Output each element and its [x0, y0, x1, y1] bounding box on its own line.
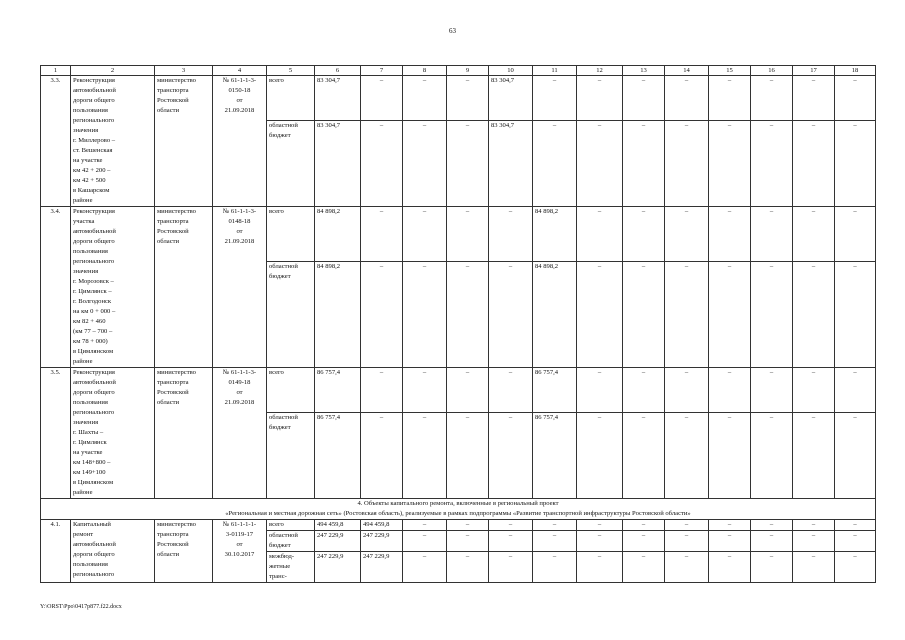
row-number: 3.3.	[41, 76, 71, 207]
responsible-org: министерство транспорта Ростовской области	[155, 76, 213, 207]
budget-table	[40, 65, 876, 583]
amount-cell: –	[489, 207, 533, 262]
amount-cell: –	[447, 520, 489, 531]
column-number: 13	[623, 66, 665, 76]
column-number: 1	[41, 66, 71, 76]
amount-cell: –	[665, 121, 709, 207]
amount-cell: –	[793, 413, 835, 499]
amount-cell: 83 304,7	[315, 121, 361, 207]
object-name: Реконструкция автомобильной дороги общего пользования регионального значения г. Миллерово – ст. Вешенская на участке км 42 + 200 – км 42 + 500 в Кашарском районе	[71, 76, 155, 207]
amount-cell: –	[447, 368, 489, 413]
amount-cell: 494 459,8	[361, 520, 403, 531]
column-number: 15	[709, 66, 751, 76]
file-path-footer: Y:\ORST\Ppo\0417p877.f22.docx	[40, 604, 122, 610]
object-name: Реконструкция участка автомобильной дороги общего пользования регионального значения г. Морозовск – г. Цимлянск – г. Волгодонск на км 0 + 000 – км 82 + 460 (км 77 – 700 – км 78 + 000) в Цимлянском районе	[71, 207, 155, 368]
amount-cell: –	[623, 520, 665, 531]
amount-cell: –	[665, 552, 709, 583]
amount-cell: 247 229,9	[361, 552, 403, 583]
column-number: 11	[533, 66, 577, 76]
column-number: 16	[751, 66, 793, 76]
amount-cell: –	[709, 413, 751, 499]
page-number: 63	[449, 27, 456, 35]
amount-cell: –	[403, 207, 447, 262]
funding-source: областной бюджет	[267, 531, 315, 552]
amount-cell: –	[751, 531, 793, 552]
column-number: 4	[213, 66, 267, 76]
amount-cell: –	[665, 413, 709, 499]
amount-cell: –	[793, 207, 835, 262]
amount-cell: –	[403, 262, 447, 368]
amount-cell: –	[489, 552, 533, 583]
amount-cell: –	[793, 76, 835, 121]
amount-cell: –	[533, 121, 577, 207]
amount-cell: 86 757,4	[533, 368, 577, 413]
amount-cell: –	[577, 368, 623, 413]
amount-cell: –	[447, 262, 489, 368]
amount-cell: –	[577, 76, 623, 121]
amount-cell: –	[665, 262, 709, 368]
amount-cell: –	[623, 413, 665, 499]
amount-cell: –	[361, 262, 403, 368]
amount-cell: –	[623, 368, 665, 413]
amount-cell: –	[403, 76, 447, 121]
funding-source: всего	[267, 76, 315, 121]
amount-cell: –	[835, 76, 876, 121]
column-number: 18	[835, 66, 876, 76]
amount-cell: –	[489, 531, 533, 552]
table-row	[41, 520, 876, 531]
amount-cell: –	[793, 262, 835, 368]
object-name: Капитальный ремонт автомобильной дороги общего пользования регионального	[71, 520, 155, 583]
amount-cell: –	[665, 207, 709, 262]
amount-cell: –	[361, 121, 403, 207]
amount-cell: –	[447, 413, 489, 499]
amount-cell: –	[447, 207, 489, 262]
amount-cell: –	[623, 552, 665, 583]
amount-cell: –	[489, 413, 533, 499]
amount-cell: 84 898,2	[533, 207, 577, 262]
amount-cell: –	[403, 368, 447, 413]
responsible-org: министерство транспорта Ростовской области	[155, 368, 213, 499]
amount-cell: 247 229,9	[315, 552, 361, 583]
amount-cell: –	[751, 76, 793, 121]
amount-cell: 83 304,7	[489, 121, 533, 207]
row-number: 3.4.	[41, 207, 71, 368]
amount-cell: 84 898,2	[315, 262, 361, 368]
amount-cell: –	[403, 531, 447, 552]
amount-cell: –	[577, 262, 623, 368]
column-number: 9	[447, 66, 489, 76]
column-number-row	[41, 66, 876, 76]
amount-cell: –	[751, 121, 793, 207]
amount-cell: –	[533, 531, 577, 552]
table-row	[41, 207, 876, 262]
document-ref: № 61-1-1-3- 0150-18 от 21.09.2018	[213, 76, 267, 207]
document-ref: № 61-1-1-3- 0148-18 от 21.09.2018	[213, 207, 267, 368]
amount-cell: –	[835, 368, 876, 413]
amount-cell: –	[835, 413, 876, 499]
amount-cell: –	[751, 413, 793, 499]
row-number: 3.5.	[41, 368, 71, 499]
amount-cell: –	[751, 368, 793, 413]
amount-cell: –	[403, 552, 447, 583]
amount-cell: –	[793, 552, 835, 583]
amount-cell: –	[447, 531, 489, 552]
amount-cell: 247 229,9	[361, 531, 403, 552]
amount-cell: –	[623, 207, 665, 262]
amount-cell: –	[361, 368, 403, 413]
amount-cell: –	[403, 121, 447, 207]
section-title: 4. Объекты капитального ремонта, включенные в региональный проект «Региональная и местная дорожная сеть» (Ростовская область), реализуемые в рамках подпрограммы «Развитие транспортной инфраструктуры Ростовской области»	[41, 499, 876, 520]
amount-cell: –	[577, 207, 623, 262]
amount-cell: 86 757,4	[533, 413, 577, 499]
column-number: 12	[577, 66, 623, 76]
amount-cell: –	[403, 413, 447, 499]
column-number: 2	[71, 66, 155, 76]
amount-cell: –	[577, 413, 623, 499]
amount-cell: –	[709, 121, 751, 207]
amount-cell: –	[623, 76, 665, 121]
amount-cell: –	[709, 207, 751, 262]
amount-cell: –	[665, 76, 709, 121]
amount-cell: 247 229,9	[315, 531, 361, 552]
amount-cell: –	[709, 531, 751, 552]
amount-cell: –	[577, 531, 623, 552]
row-number: 4.1.	[41, 520, 71, 583]
amount-cell: –	[665, 531, 709, 552]
amount-cell: –	[577, 121, 623, 207]
amount-cell: –	[623, 531, 665, 552]
amount-cell: –	[489, 368, 533, 413]
amount-cell: –	[835, 552, 876, 583]
document-ref: № 61-1-1-1- 3-0119-17 от 30.10.2017	[213, 520, 267, 583]
document-ref: № 61-1-1-3- 0149-18 от 21.09.2018	[213, 368, 267, 499]
column-number: 17	[793, 66, 835, 76]
column-number: 5	[267, 66, 315, 76]
amount-cell: –	[361, 76, 403, 121]
amount-cell: –	[751, 520, 793, 531]
amount-cell: –	[361, 207, 403, 262]
funding-source: областной бюджет	[267, 121, 315, 207]
amount-cell: –	[709, 520, 751, 531]
amount-cell: –	[835, 207, 876, 262]
object-name: Реконструкция автомобильной дороги общего пользования регионального значения г. Шахты – г. Цимлянск на участке км 148+800 – км 149+100 в Цимлянском районе	[71, 368, 155, 499]
section-title-row	[41, 499, 876, 520]
column-number: 10	[489, 66, 533, 76]
amount-cell: –	[835, 262, 876, 368]
amount-cell: 84 898,2	[315, 207, 361, 262]
amount-cell: –	[709, 552, 751, 583]
amount-cell: 84 898,2	[533, 262, 577, 368]
amount-cell: –	[447, 121, 489, 207]
amount-cell: –	[751, 552, 793, 583]
funding-source: областной бюджет	[267, 413, 315, 499]
amount-cell: –	[751, 262, 793, 368]
amount-cell: –	[751, 207, 793, 262]
funding-source: межбюд- жетные транс-	[267, 552, 315, 583]
column-number: 7	[361, 66, 403, 76]
amount-cell: –	[835, 121, 876, 207]
amount-cell: –	[447, 76, 489, 121]
amount-cell: 83 304,7	[315, 76, 361, 121]
amount-cell: –	[447, 552, 489, 583]
funding-source: всего	[267, 520, 315, 531]
amount-cell: –	[533, 520, 577, 531]
amount-cell: –	[623, 121, 665, 207]
amount-cell: –	[403, 520, 447, 531]
funding-source: всего	[267, 368, 315, 413]
table-row	[41, 76, 876, 121]
amount-cell: –	[361, 413, 403, 499]
amount-cell: –	[793, 368, 835, 413]
amount-cell: –	[533, 552, 577, 583]
amount-cell: 86 757,4	[315, 413, 361, 499]
amount-cell: –	[793, 531, 835, 552]
amount-cell: –	[709, 368, 751, 413]
table-row	[41, 368, 876, 413]
amount-cell: –	[665, 368, 709, 413]
amount-cell: –	[665, 520, 709, 531]
amount-cell: –	[489, 262, 533, 368]
column-number: 8	[403, 66, 447, 76]
amount-cell: –	[709, 262, 751, 368]
column-number: 6	[315, 66, 361, 76]
amount-cell: –	[533, 76, 577, 121]
amount-cell: 83 304,7	[489, 76, 533, 121]
funding-source: областной бюджет	[267, 262, 315, 368]
amount-cell: 86 757,4	[315, 368, 361, 413]
column-number: 3	[155, 66, 213, 76]
amount-cell: –	[709, 76, 751, 121]
amount-cell: –	[577, 552, 623, 583]
amount-cell: –	[793, 520, 835, 531]
amount-cell: –	[793, 121, 835, 207]
column-number: 14	[665, 66, 709, 76]
responsible-org: министерство транспорта Ростовской области	[155, 520, 213, 583]
funding-source: всего	[267, 207, 315, 262]
amount-cell: –	[623, 262, 665, 368]
amount-cell: –	[835, 520, 876, 531]
amount-cell: –	[489, 520, 533, 531]
amount-cell: 494 459,8	[315, 520, 361, 531]
amount-cell: –	[577, 520, 623, 531]
amount-cell: –	[835, 531, 876, 552]
responsible-org: министерство транспорта Ростовской области	[155, 207, 213, 368]
